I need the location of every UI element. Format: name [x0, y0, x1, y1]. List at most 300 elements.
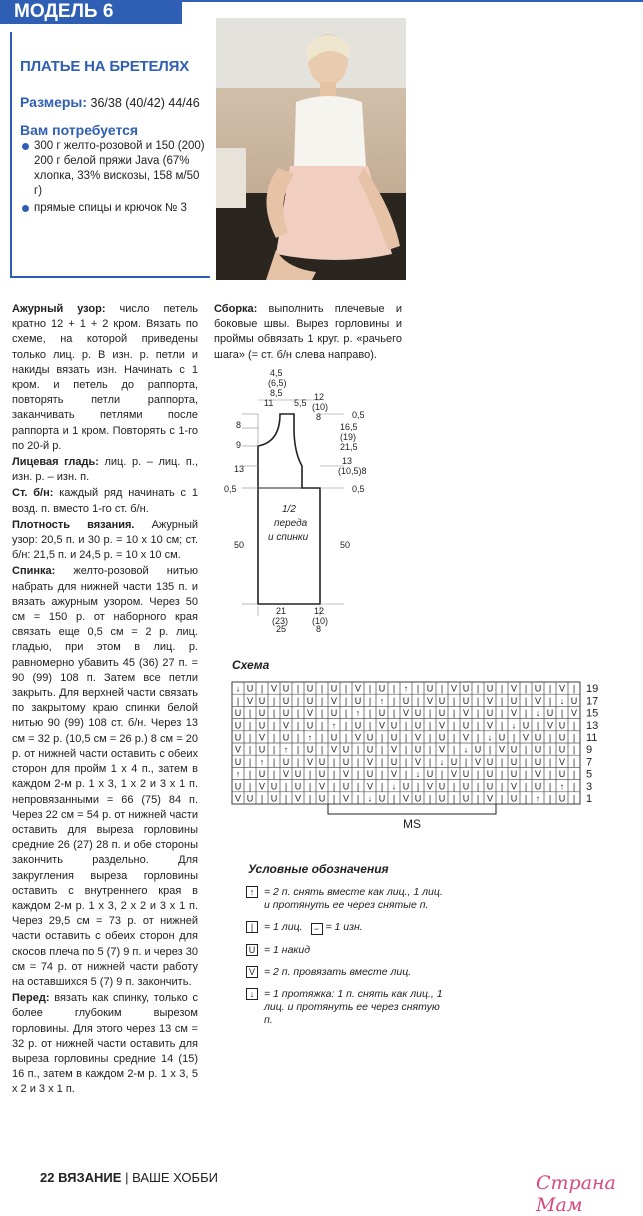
chart-symbol: V [402, 793, 410, 804]
chart-symbol: | [524, 756, 528, 767]
chart-symbol: U [246, 793, 254, 804]
chart-symbol: U [294, 769, 302, 780]
chart-symbol: | [356, 769, 360, 780]
chart-symbol: V [282, 720, 290, 731]
row-number: 15 [586, 707, 599, 720]
chart-symbol: V [354, 732, 362, 743]
chart-symbol: | [344, 695, 348, 706]
chart-symbol: ↓ [463, 744, 469, 755]
chart-symbol: | [404, 756, 408, 767]
legend-item [246, 988, 446, 1027]
chart-symbol: | [404, 720, 408, 731]
chart-symbol: U [510, 756, 518, 767]
chart-symbol: | [356, 756, 360, 767]
dim-label: 8 [236, 420, 242, 430]
chart-symbol: ↓ [391, 781, 397, 792]
chart-symbol: U [318, 793, 326, 804]
term: Лицевая гладь: [12, 456, 99, 469]
chart-symbol: U [234, 720, 242, 731]
center-label: и спинки [268, 532, 309, 543]
term: Ст. б/н: [12, 487, 54, 500]
chart-symbol: U [354, 720, 362, 731]
dim-label: 21,5 [340, 442, 358, 452]
dim-label: 12 [314, 392, 325, 402]
chart-symbol: V [510, 683, 518, 694]
chart-symbol: U [246, 683, 254, 694]
chart-symbol: U [234, 756, 242, 767]
term: Ажурный узор: [12, 303, 106, 315]
paragraph-text: вязать как спинку, только с более глубоким вырезом горловины. Для этого через 13 см = 32 р. от нижней части оставить для выреза горловины средние 14 (15) 16 п., затем в каждом 2-м р. 1 х 3, 5 х 2 и 3 х 1 п. [12, 992, 198, 1096]
chart-symbol: | [272, 708, 276, 719]
chart-symbol: | [488, 744, 492, 755]
chart-symbol: ↑ [559, 781, 565, 792]
chart-symbol: | [272, 744, 276, 755]
legend-item [246, 966, 446, 979]
chart-symbol: | [368, 695, 372, 706]
chart-symbol: U [234, 732, 242, 743]
chart-symbol: U [534, 781, 542, 792]
chart-symbol: V [390, 769, 398, 780]
row-number: 7 [586, 756, 593, 769]
chart-symbol: V [438, 744, 446, 755]
schema-title: Схема [232, 658, 270, 672]
row-number: 19 [586, 683, 599, 696]
chart-symbol: | [392, 683, 396, 694]
chart-symbol: | [548, 683, 552, 694]
chart-symbol: U [462, 793, 470, 804]
chart-symbol: | [572, 781, 576, 792]
chart-symbol: | [572, 744, 576, 755]
model-photo [216, 18, 406, 280]
paragraph-assembly [214, 302, 402, 363]
chart-symbol: U [270, 793, 278, 804]
legend-text: = 1 протяжка: 1 п. снять как лиц., 1 лиц. и протянуть ее через снятую п. [264, 988, 443, 1026]
chart-symbol: U [414, 720, 422, 731]
chart-symbol: | [452, 781, 456, 792]
chart-symbol: U [450, 756, 458, 767]
chart-symbol: | [332, 793, 336, 804]
dim-label: (23) [272, 616, 289, 626]
chart-symbol: | [248, 732, 252, 743]
chart-symbol: U [258, 720, 266, 731]
chart-symbol: | [548, 793, 552, 804]
watermark-logo: Страна Мам [536, 1172, 616, 1216]
chart-symbol: U [318, 769, 326, 780]
chart-symbol: V [462, 708, 470, 719]
chart-symbol: | [572, 720, 576, 731]
chart-symbol: | [380, 769, 384, 780]
chart-symbol: U [402, 695, 410, 706]
chart-symbol: V [450, 769, 458, 780]
dim-label: 0,5 [352, 484, 365, 494]
chart-symbol: U [414, 793, 422, 804]
chart-symbol: U [510, 793, 518, 804]
chart-symbol: ↓ [487, 732, 493, 743]
chart-symbol: | [368, 683, 372, 694]
chart-symbol: V [270, 683, 278, 694]
chart-symbol: | [248, 744, 252, 755]
dim-label: 50 [340, 540, 351, 550]
row-number: 13 [586, 719, 599, 732]
chart-symbol: V [450, 683, 458, 694]
legend-text: = 2 п. провязать вместе лиц. [264, 966, 412, 978]
chart-symbol: | [452, 695, 456, 706]
term: Плотность вязания. [12, 518, 135, 531]
chart-symbol: U [534, 683, 542, 694]
k2tog-symbol-icon: V [246, 966, 258, 978]
chart-symbol: U [414, 708, 422, 719]
chart-symbol: U [510, 769, 518, 780]
dim-label: 12 [314, 606, 325, 616]
dim-label: (19) [340, 432, 357, 442]
chart-symbol: V [234, 793, 242, 804]
instructions-column-1 [12, 302, 198, 1099]
chart-symbol: U [282, 683, 290, 694]
chart-symbol: | [272, 732, 276, 743]
chart-symbol: U [306, 683, 314, 694]
dim-label: (10) [312, 616, 329, 626]
chart-symbol: U [498, 732, 506, 743]
chart-symbol: U [426, 683, 434, 694]
chart-symbol: | [524, 695, 528, 706]
chart-symbol: | [296, 683, 300, 694]
chart-symbol: V [342, 793, 350, 804]
chart-symbol: | [476, 695, 480, 706]
chart-symbol: U [438, 708, 446, 719]
chart-symbol: | [332, 769, 336, 780]
chart-symbol: V [534, 769, 542, 780]
chart-symbol: | [296, 732, 300, 743]
paragraph-gauge [12, 518, 198, 564]
paragraph-openwork [12, 302, 198, 454]
chart-symbol: | [452, 744, 456, 755]
row-number: 17 [586, 695, 599, 708]
chart-symbol: | [296, 720, 300, 731]
paragraph-front [12, 991, 198, 1097]
chart-symbol: V [546, 720, 554, 731]
chart-symbol: | [452, 732, 456, 743]
chart-symbol: U [486, 683, 494, 694]
chart-symbol: U [234, 708, 242, 719]
chart-symbol: | [320, 720, 324, 731]
chart-symbol: U [462, 769, 470, 780]
chart-symbol: | [500, 781, 504, 792]
chart-symbol: | [308, 769, 312, 780]
chart-symbol: | [548, 756, 552, 767]
legend-text: = 1 накид [264, 944, 311, 956]
chart-symbol: | [344, 732, 348, 743]
dim-label: (6,5) [268, 378, 287, 388]
chart-symbol: | [236, 695, 240, 706]
chart-symbol: V [366, 756, 374, 767]
chart-symbol: U [282, 732, 290, 743]
chart-symbol: | [392, 793, 396, 804]
chart-symbol: | [548, 744, 552, 755]
chart-symbol: ↑ [259, 756, 265, 767]
chart-symbol: U [486, 708, 494, 719]
knitting-chart [230, 680, 610, 840]
chart-symbol: ↓ [235, 683, 241, 694]
dim-label: 0,5 [224, 484, 237, 494]
chart-symbol: | [260, 683, 264, 694]
term: Сборка: [214, 303, 258, 315]
chart-symbol: | [404, 744, 408, 755]
dim-label: 9 [236, 440, 242, 450]
chart-symbol: | [428, 732, 432, 743]
chart-symbol: | [296, 756, 300, 767]
chart-symbol: ↑ [355, 708, 361, 719]
chart-symbol: U [366, 732, 374, 743]
chart-symbol: | [548, 732, 552, 743]
chart-symbol: | [320, 708, 324, 719]
footer-separator: | [125, 1170, 129, 1185]
chart-symbol: | [380, 732, 384, 743]
chart-symbol: | [572, 793, 576, 804]
chart-symbol: V [558, 756, 566, 767]
chart-symbol: ↑ [331, 720, 337, 731]
chart-symbol: V [402, 708, 410, 719]
sizes-value: 36/38 (40/42) 44/46 [90, 96, 200, 110]
chart-symbol: U [402, 781, 410, 792]
chart-symbol: | [500, 756, 504, 767]
dim-label: (10,5)8 [338, 466, 367, 476]
legend-item [246, 944, 446, 957]
chart-symbol: | [320, 695, 324, 706]
dim-label: 50 [234, 540, 245, 550]
chart-symbol: | [476, 732, 480, 743]
chart-symbol: ↑ [379, 695, 385, 706]
chart-symbol: | [428, 744, 432, 755]
decrease-symbol-icon: ↑ [246, 886, 258, 898]
chart-symbol: V [294, 793, 302, 804]
chart-symbol: V [462, 732, 470, 743]
chart-symbol: | [248, 708, 252, 719]
chart-symbol: V [486, 720, 494, 731]
chart-symbol: ↓ [559, 695, 565, 706]
chart-symbol: V [390, 744, 398, 755]
chart-symbol: | [500, 793, 504, 804]
row-number: 1 [586, 793, 593, 805]
chart-symbol: | [320, 732, 324, 743]
chart-symbol: ↑ [403, 683, 409, 694]
chart-symbol: | [476, 708, 480, 719]
magazine-name: ВЯЗАНИЕ [58, 1170, 122, 1185]
legend-text: = 1 лиц. [264, 921, 303, 933]
chart-symbol: V [510, 708, 518, 719]
chart-symbol: U [306, 720, 314, 731]
chart-symbol: | [416, 781, 420, 792]
chart-symbol: | [368, 720, 372, 731]
chart-symbol: U [474, 744, 482, 755]
paragraph-text: выполнить плечевые и боковые швы. Вырез горловины и проймы обвязать 1 круг. р. «рачьего шага» (= ст. б/н слева направо). [214, 303, 402, 361]
chart-symbol: | [272, 756, 276, 767]
chart-symbol: U [486, 756, 494, 767]
chart-symbol: U [330, 683, 338, 694]
chart-symbol: | [500, 695, 504, 706]
chart-symbol: | [536, 720, 540, 731]
chart-symbol: | [320, 683, 324, 694]
repeat-bracket [328, 804, 496, 814]
chart-symbol: U [438, 781, 446, 792]
chart-symbol: | [308, 793, 312, 804]
chart-symbol: | [416, 695, 420, 706]
chart-symbol: U [546, 708, 554, 719]
chart-symbol: | [332, 756, 336, 767]
chart-symbol: U [462, 781, 470, 792]
dim-label: 13 [342, 456, 353, 466]
chart-symbol: | [572, 732, 576, 743]
chart-symbol: | [440, 769, 444, 780]
chart-symbol: | [524, 708, 528, 719]
paragraph-stockinette [12, 455, 198, 485]
chart-symbol: | [296, 744, 300, 755]
materials-item: прямые спицы и крючок № 3 [20, 201, 206, 216]
paragraph-text: лиц. р. – лиц. п., изн. р. – изн. п. [12, 456, 199, 484]
paragraph-text: число петель кратно 12 + 1 + 2 кром. Вязать по схеме, на которой приведены только лиц. р. В изн. р. петли и накиды вязать изн. Начинать с 1 кром. и петель до раппорта, повторять петли раппорта, заканчивать петлями после раппорта и 1 кром. Повторять с 1-го по 20-й р. [12, 303, 198, 452]
chart-symbol: U [282, 695, 290, 706]
legend-text: = 2 п. снять вместе как лиц., 1 лиц. и протянуть ее через снятые п. [264, 886, 443, 911]
sizes-label: Размеры: [20, 94, 88, 110]
dim-label: 8 [316, 412, 322, 422]
chart-symbol: U [330, 708, 338, 719]
chart-symbol: V [234, 744, 242, 755]
chart-symbol: U [534, 756, 542, 767]
chart-symbol: U [558, 720, 566, 731]
chart-symbol: U [462, 683, 470, 694]
dim-label: 0,5 [352, 410, 365, 420]
chart-symbol: | [272, 769, 276, 780]
chart-symbol: U [534, 744, 542, 755]
chart-symbol: U [558, 744, 566, 755]
chart-symbol: | [284, 781, 288, 792]
paragraph-text: желто-розовой нитью набрать для нижней части 135 п. и вязать ажурным узором. Через 50 см = 150 р. от наборного края связать еще 0,5 см = 2 р. лиц. гладью, при этом в лиц. р. равномерно убавить 45 (36) 27 п. = 90 (99) 108 п. Затем все петли закрыть. Для верхней части связать по закрытому краю спинки белой нитью 90 (99) 108 ст. б/н. Через 13 см = 32 р. (10,5 см = 26 р.) 8 см = 20 р. от нижней части оставить с обеих сторон для пройм 1 х 4 п., затем в каждом 2-м р. 1 х 3, 1 х 2 и 3 х 1 п. непровязанными = 66 (75) 84 п. Через 22 см = 54 р. от нижней части оставить для выреза горловины средние 26 (27) 28 п. и обе стороны закончить раздельно. Для закругления выреза горловины оставить с внутреннего края в каждом 2-м р. 1 х 3, 2 х 2 и 3 х 1 п. Через 29,5 см = 73 р. от нижней части оставить с обеих сторон для скосов плеча по 5 (7) 9 п. и через 30 см = 74 р. от нижней части работу на оставшихся 5 (7) 9 п. закончить. [12, 565, 198, 988]
repeat-label: MS [403, 817, 421, 831]
chart-symbol: V [258, 781, 266, 792]
chart-symbol: U [558, 793, 566, 804]
chart-symbol: ↓ [511, 720, 517, 731]
chart-symbol: U [306, 744, 314, 755]
term: Спинка: [12, 565, 56, 578]
chart-symbol: U [234, 781, 242, 792]
row-number: 11 [586, 732, 598, 744]
chart-symbol: V [510, 781, 518, 792]
chart-symbol: | [284, 793, 288, 804]
garment-diagram [222, 366, 422, 632]
chart-symbol: U [390, 756, 398, 767]
chart-symbol: | [368, 708, 372, 719]
yarn-over-symbol-icon: U [246, 944, 258, 956]
chart-symbol: V [246, 695, 254, 706]
chart-symbol: | [404, 732, 408, 743]
chart-symbol: | [440, 683, 444, 694]
sizes [20, 94, 200, 110]
chart-symbol: ↓ [367, 793, 373, 804]
dim-label: (10) [312, 402, 329, 412]
dim-label: 11 [264, 398, 274, 408]
chart-symbol: U [258, 695, 266, 706]
chart-symbol: U [258, 744, 266, 755]
chart-symbol: V [498, 744, 506, 755]
legend-item [246, 921, 446, 935]
paragraph-text: Ажурный узор: 20,5 п. и 30 р. = 10 х 10 см; ст. б/н: 21,5 п. и 24,5 р. = 10 х 10 см. [12, 518, 199, 562]
chart-symbol: | [500, 683, 504, 694]
legend [246, 886, 446, 1036]
chart-symbol: | [380, 756, 384, 767]
chart-symbol: | [332, 781, 336, 792]
chart-symbol: U [558, 732, 566, 743]
chart-symbol: | [248, 781, 252, 792]
chart-symbol: | [380, 781, 384, 792]
chart-symbol: V [438, 720, 446, 731]
chart-symbol: V [486, 695, 494, 706]
chart-symbol: U [366, 769, 374, 780]
chart-symbol: V [414, 756, 422, 767]
chart-symbol: V [330, 695, 338, 706]
header-rule [182, 0, 643, 2]
chart-symbol: V [474, 756, 482, 767]
chart-symbol: | [476, 683, 480, 694]
chart-symbol: | [476, 720, 480, 731]
chart-symbol: U [342, 781, 350, 792]
legend-text: = 1 изн. [325, 921, 363, 933]
chart-symbol: | [296, 708, 300, 719]
paragraph-back [12, 564, 198, 990]
chart-symbol: U [558, 769, 566, 780]
instructions-column-2 [214, 302, 402, 363]
chart-symbol: U [426, 769, 434, 780]
chart-symbol: V [306, 708, 314, 719]
chart-symbol: | [380, 744, 384, 755]
chart-symbol: U [378, 793, 386, 804]
chart-symbol: U [282, 708, 290, 719]
chart-symbol: V [378, 720, 386, 731]
chart-symbol: U [342, 744, 350, 755]
chart-symbol: | [248, 756, 252, 767]
chart-symbol: | [452, 708, 456, 719]
dim-label: 5,5 [294, 398, 307, 408]
chart-symbol: V [342, 769, 350, 780]
chart-symbol: U [438, 793, 446, 804]
dim-label: 8 [316, 624, 322, 632]
materials-heading: Вам потребуется [20, 122, 139, 138]
chart-symbol: | [524, 781, 528, 792]
chart-symbol: ↓ [415, 769, 421, 780]
chart-symbol: | [572, 769, 576, 780]
chart-symbol: U [510, 695, 518, 706]
chart-symbol: | [476, 769, 480, 780]
chart-symbol: U [270, 781, 278, 792]
chart-symbol: U [342, 756, 350, 767]
chart-symbol: | [428, 756, 432, 767]
chart-symbol: V [282, 769, 290, 780]
dim-label: 8,5 [270, 388, 283, 398]
ssk-symbol-icon: ↓ [246, 988, 258, 1000]
chart-symbol: U [330, 732, 338, 743]
chart-symbol: | [524, 769, 528, 780]
chart-symbol: | [248, 720, 252, 731]
chart-symbol: | [452, 720, 456, 731]
materials-item: 300 г желто-розовой и 150 (200) 200 г белой пряжи Java (67% хлопка, 33% вискозы, 158 м/50 г) [20, 139, 206, 199]
chart-symbol: | [272, 695, 276, 706]
chart-symbol: U [438, 732, 446, 743]
chart-symbol: V [318, 781, 326, 792]
chart-symbol: U [390, 732, 398, 743]
chart-symbol: | [248, 769, 252, 780]
chart-symbol: | [548, 695, 552, 706]
chart-symbol: V [366, 781, 374, 792]
chart-symbol: ↑ [307, 732, 313, 743]
dim-label: 4,5 [270, 368, 283, 378]
